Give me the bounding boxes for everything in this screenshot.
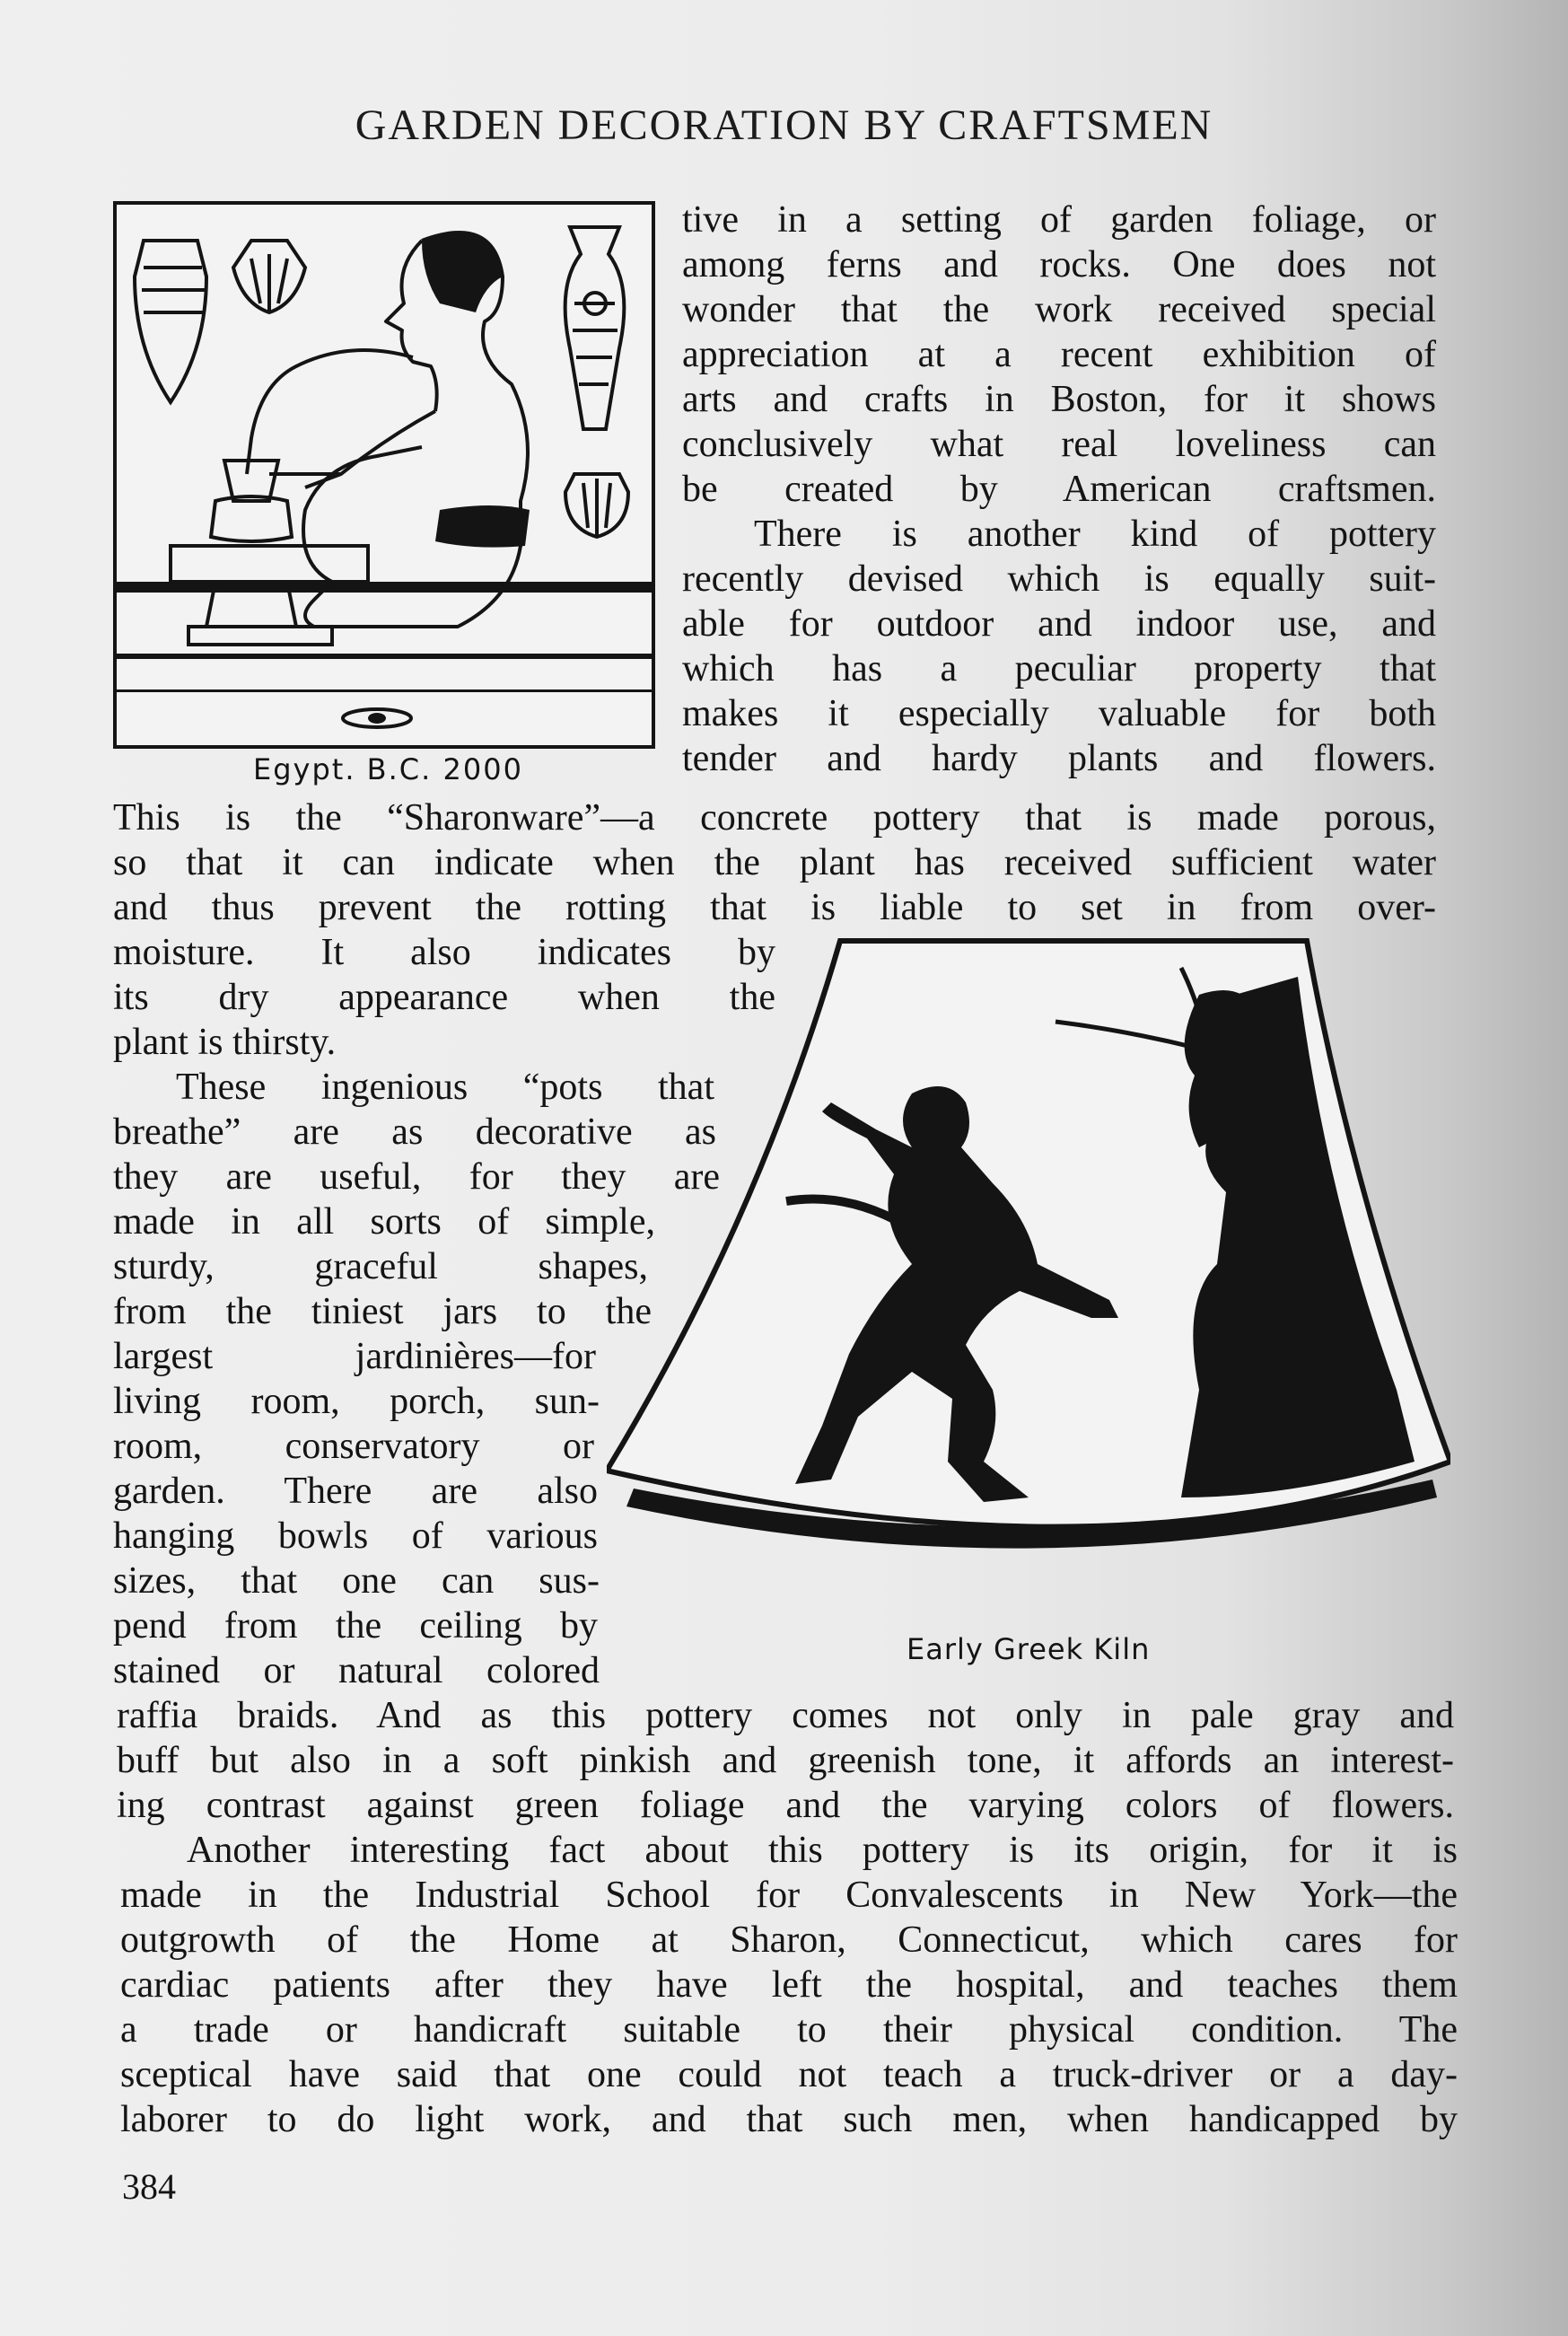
text-left-col (113, 930, 775, 1693)
text-line: arts and crafts in Boston, for it shows (682, 379, 1436, 420)
text-line: made in the Industrial School for Convalescents in New York—the (120, 1875, 1458, 1916)
text-line: and thus prevent the rotting that is liable to set in from over- (113, 887, 1436, 928)
text-line: These ingenious “pots that (176, 1067, 714, 1108)
text-line: raffia braids. And as this pottery comes not only in pale gray and (117, 1695, 1454, 1736)
potter-drawing (117, 205, 652, 745)
text-line: cardiac patients after they have left the hospital, and teaches them (120, 1964, 1458, 2006)
text-line: recently devised which is equally suit- (682, 558, 1436, 600)
text-line: There is another kind of pottery (754, 514, 1436, 555)
text-line: hanging bowls of various (113, 1515, 598, 1557)
text-line: plant is thirsty. (113, 1022, 337, 1063)
egypt-caption: Egypt. B.C. 2000 (253, 752, 523, 786)
text-line: garden. There are also (113, 1471, 598, 1512)
greek-kiln-caption: Early Greek Kiln (907, 1632, 1151, 1666)
text-line: its dry appearance when the (113, 977, 775, 1018)
text-line: which has a peculiar property that (682, 648, 1436, 689)
text-line: laborer to do light work, and that such men, when handicapped by (120, 2099, 1458, 2140)
page-number: 384 (122, 2166, 176, 2207)
text-line: sizes, that one can sus- (113, 1560, 600, 1602)
running-header: GARDEN DECORATION BY CRAFTSMEN (355, 101, 1213, 149)
text-line: buff but also in a soft pinkish and greenish tone, it affords an interest- (117, 1740, 1454, 1781)
text-line: wonder that the work received special (682, 289, 1436, 330)
text-line: largest jardinières—for (113, 1336, 596, 1377)
text-line: from the tiniest jars to the (113, 1291, 652, 1332)
text-line: tender and hardy plants and flowers. (682, 738, 1436, 779)
text-line: ing contrast against green foliage and the varying colors of flowers. (117, 1785, 1454, 1826)
text-line: be created by American craftsmen. (682, 469, 1436, 510)
text-line: a trade or handicraft suitable to their physical condition. The (120, 2009, 1458, 2051)
text-line: they are useful, for they are (113, 1156, 720, 1198)
text-full-3 (120, 1828, 1458, 2142)
text-line: outgrowth of the Home at Sharon, Connecticut, which cares for (120, 1919, 1458, 1961)
text-line: living room, porch, sun- (113, 1381, 600, 1422)
text-line: Another interesting fact about this pottery is its origin, for it is (187, 1830, 1458, 1871)
text-line: tive in a setting of garden foliage, or (682, 199, 1436, 241)
text-line: pend from the ceiling by (113, 1605, 598, 1647)
text-line: conclusively what real loveliness can (682, 424, 1436, 465)
egypt-illustration (113, 201, 655, 749)
text-full-1 (113, 795, 1436, 930)
text-line: so that it can indicate when the plant has received sufficient water (113, 842, 1436, 883)
text-line: makes it especially valuable for both (682, 693, 1436, 734)
text-full-2 (117, 1693, 1454, 1828)
text-line: stained or natural colored (113, 1650, 600, 1691)
text-line: This is the “Sharonware”—a concrete pottery that is made porous, (113, 797, 1436, 839)
text-line: sturdy, graceful shapes, (113, 1246, 648, 1287)
text-line: able for outdoor and indoor use, and (682, 603, 1436, 645)
text-line: breathe” are as decorative as (113, 1111, 716, 1153)
text-line: moisture. It also indicates by (113, 932, 775, 973)
text-line: appreciation at a recent exhibition of (682, 334, 1436, 375)
text-top-right (682, 198, 1436, 781)
text-line: among ferns and rocks. One does not (682, 244, 1436, 285)
text-line: made in all sorts of simple, (113, 1201, 655, 1243)
text-line: room, conservatory or (113, 1426, 594, 1467)
greek-kiln-illustration (607, 923, 1450, 1623)
text-line: sceptical have said that one could not teach a truck-driver or a day- (120, 2054, 1458, 2095)
